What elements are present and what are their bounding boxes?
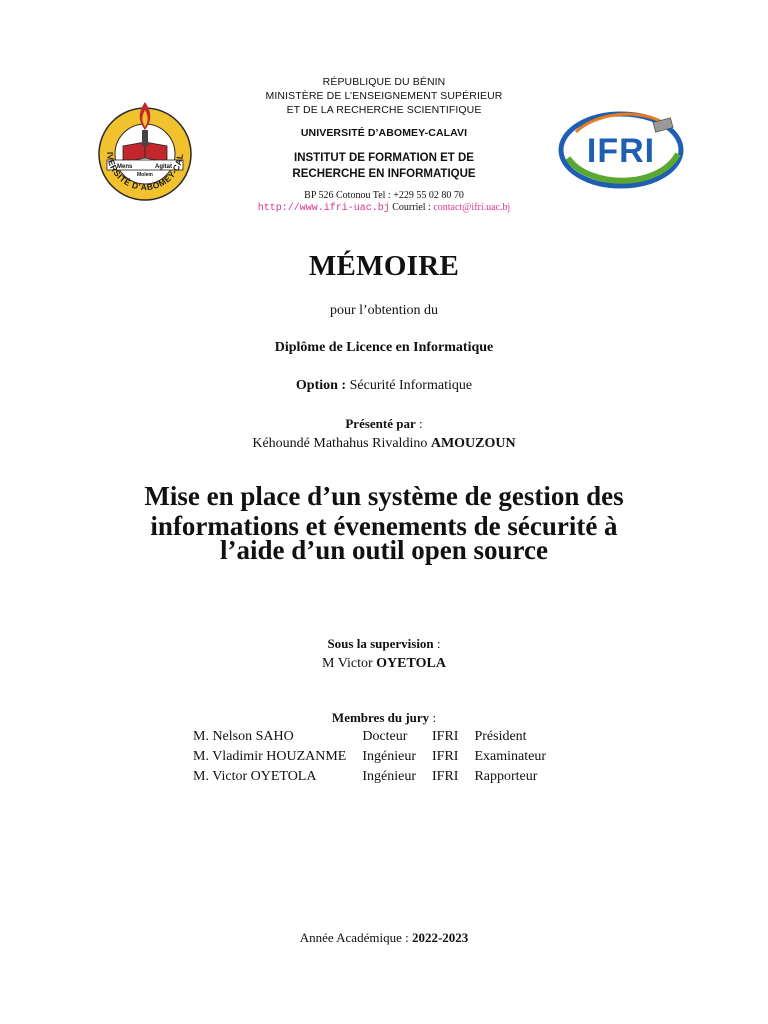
jury — [0, 710, 768, 726]
presented-label: Présenté par — [345, 416, 416, 431]
supervisor — [0, 656, 768, 672]
header-ministry-2: ET DE LA RECHERCHE SCIENTIFIQUE — [286, 104, 482, 116]
option-value: Sécurité Informatique — [346, 378, 473, 393]
author-last: AMOUZOUN — [430, 436, 516, 451]
author — [0, 436, 768, 452]
jury-label: Membres du jury — [331, 710, 430, 725]
jury-name: M. Vladimir HOUZANME — [193, 749, 347, 764]
jury-table — [193, 727, 562, 787]
supervision — [0, 636, 768, 652]
jury-role: Président — [474, 729, 527, 744]
header-contact — [0, 201, 768, 215]
thesis-title-line1: Mise en place d’un système de gestion des — [144, 481, 624, 511]
header-institute-2: RECHERCHE EN INFORMATIQUE — [292, 168, 476, 180]
jury-colon: : — [429, 710, 437, 725]
header-address: BP 526 Cotonou Tel : +229 55 02 80 70 — [304, 190, 464, 201]
uac-banner-bottom: Molem — [137, 172, 153, 178]
jury-org: IFRI — [432, 749, 459, 764]
jury-org: IFRI — [432, 729, 459, 744]
header-university: UNIVERSITÉ D’ABOMEY-CALAVI — [300, 127, 468, 139]
option — [0, 378, 768, 394]
uac-banner-left: Mens — [117, 164, 133, 170]
ifri-logo — [558, 108, 684, 190]
website-link[interactable]: http://www.ifri-uac.bj — [257, 203, 390, 214]
jury-table-wrap — [193, 727, 562, 787]
supervision-colon: : — [433, 636, 441, 651]
uac-banner-right: Agitat — [155, 164, 172, 170]
author-first: Kéhoundé Mathahus Rivaldino — [252, 436, 431, 451]
supervisor-last: OYETOLA — [376, 656, 446, 671]
table-row — [193, 727, 562, 747]
presented-colon: : — [415, 416, 423, 431]
thesis-title-line3: l’aide d’un outil open source — [219, 535, 549, 565]
header-ministry: MINISTÈRE DE L’ENSEIGNEMENT SUPÉRIEUR — [265, 90, 503, 102]
mail-label: Courriel : — [392, 202, 434, 213]
jury-title: Ingénieur — [362, 749, 416, 764]
document-purpose: pour l’obtention du — [329, 303, 439, 318]
jury-title: Docteur — [362, 729, 408, 744]
academic-year-label: Année Académique : — [299, 930, 412, 945]
supervisor-first: M Victor — [322, 656, 377, 671]
uac-logo — [93, 98, 197, 202]
academic-year-value: 2022-2023 — [411, 930, 469, 945]
academic-year — [0, 930, 768, 946]
presented-by — [0, 416, 768, 432]
diploma: Diplôme de Licence en Informatique — [274, 340, 494, 355]
jury-role: Examinateur — [474, 749, 546, 764]
jury-name: M. Nelson SAHO — [193, 729, 294, 744]
option-label: Option : — [295, 378, 347, 393]
ifri-logo-text: IFRI — [586, 132, 656, 170]
header-republic: RÉPUBLIQUE DU BÉNIN — [322, 76, 446, 88]
supervision-label: Sous la supervision — [327, 636, 434, 651]
document-type: MÉMOIRE — [308, 250, 460, 282]
jury-role: Rapporteur — [474, 769, 538, 784]
jury-title: Ingénieur — [362, 769, 416, 784]
email-link[interactable]: contact@ifri.uac.bj — [433, 202, 511, 213]
table-row — [193, 767, 562, 787]
uac-ring-text: IVERSITÉ D’ABOMEY-CAL — [104, 151, 186, 193]
thesis-title-line2: informations et évenements de sécurité à — [150, 511, 618, 541]
table-row — [193, 747, 562, 767]
jury-name: M. Victor OYETOLA — [193, 769, 317, 784]
header-institute-1: INSTITUT DE FORMATION ET DE — [294, 152, 474, 164]
jury-org: IFRI — [432, 769, 459, 784]
